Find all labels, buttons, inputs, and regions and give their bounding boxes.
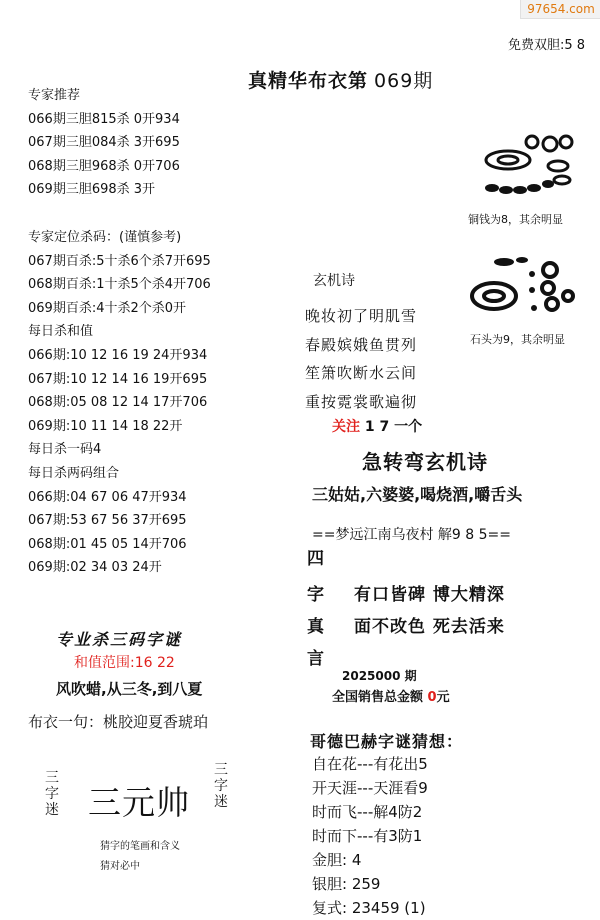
poem-line: 笙箫吹断水云间 xyxy=(305,364,418,382)
position-kill-section xyxy=(28,226,211,580)
poem-heading: 玄机诗 xyxy=(313,273,355,289)
four-words-phrase: 面不改色 死去活来 xyxy=(354,617,505,637)
expert-line: 068期三胆968杀 0开706 xyxy=(28,158,180,174)
position-line: 068期:05 08 12 14 17开706 xyxy=(28,395,208,411)
page-title xyxy=(248,66,433,93)
poem-line: 晚妆初了明肌雪 xyxy=(305,307,418,325)
four-words-char: 四 xyxy=(307,549,324,569)
position-line: 069期:02 34 03 24开 xyxy=(28,560,162,576)
expert-line: 066期三胆815杀 0开934 xyxy=(28,111,180,127)
goldbach-line: 银胆: 259 xyxy=(312,875,381,893)
riddle-hint: 猜对必中 xyxy=(100,861,140,872)
position-line: 066期:04 67 06 47开934 xyxy=(28,489,187,505)
sales-amount: 0 xyxy=(427,690,437,705)
poem xyxy=(305,302,417,416)
goldbach-line: 金胆: 4 xyxy=(312,851,362,869)
position-line: 067期:53 67 56 37开695 xyxy=(28,513,187,529)
title-issue: 069期 xyxy=(374,70,434,92)
position-line: 067期百杀:5十杀6个杀7开695 xyxy=(28,253,211,269)
focus-text: 1 7 一个 xyxy=(364,419,423,435)
coins-picture xyxy=(470,132,582,210)
stones-caption: 石头为9，其余明显 xyxy=(470,333,565,346)
goldbach-line: 自在花---有花出5 xyxy=(312,755,428,773)
wind-line: 风吹蜡,从三冬,到八夏 xyxy=(56,680,203,698)
buyi-line: 布衣一句：桃胶迎夏香琥珀 xyxy=(28,713,209,731)
riddle-answer: 三元帅 xyxy=(88,783,190,822)
free-double-tip: 免费双胆:5 8 xyxy=(508,38,586,53)
poem-line: 重按霓裳歌遍彻 xyxy=(305,392,418,411)
four-words-char: 真 xyxy=(307,617,324,637)
sum-range: 和值范围:16 22 xyxy=(74,655,175,671)
position-line: 每日杀一码4 xyxy=(28,442,102,458)
sales-line xyxy=(332,686,450,705)
position-line: 068期百杀:1十杀5个杀4开706 xyxy=(28,277,211,293)
four-words-char: 字 xyxy=(307,585,324,605)
dream-line: ==梦远江南乌夜村 解9 8 5== xyxy=(312,527,511,543)
sales-text: 全国销售总金额 xyxy=(332,690,424,705)
left-vertical-label: 三字迷 xyxy=(45,770,59,818)
riddle-hint: 猜字的笔画和含义 xyxy=(100,841,180,852)
goldbach-line: 复式: 23459 (1) xyxy=(312,899,426,917)
expert-line: 069期三胆698杀 3开 xyxy=(28,182,156,198)
focus-line xyxy=(332,416,422,436)
position-heading: 专家定位杀码：(谨慎参考) xyxy=(28,230,182,245)
position-line: 069期:10 11 14 18 22开 xyxy=(28,418,183,434)
goldbach-line: 开天涯---天涯看9 xyxy=(312,779,428,797)
expert-line: 067期三胆084杀 3开695 xyxy=(28,135,180,151)
expert-heading: 专家推荐 xyxy=(28,88,81,103)
stones-picture xyxy=(464,250,584,322)
right-vertical-label: 三字迷 xyxy=(214,762,228,810)
title-main: 真精华布衣第 xyxy=(248,70,369,92)
position-line: 066期:10 12 16 19 24开934 xyxy=(28,347,208,363)
focus-label: 关注 xyxy=(332,419,360,435)
expert-section xyxy=(28,84,180,202)
goldbach-line: 时而下---有3防1 xyxy=(312,827,423,845)
pro-riddle-title: 专业杀三码字谜 xyxy=(56,630,183,649)
goldbach-title: 哥德巴赫字谜猜想： xyxy=(310,732,464,751)
site-watermark: 97654.com xyxy=(520,0,600,19)
four-words-char: 言 xyxy=(307,649,324,669)
position-line: 每日杀两码组合 xyxy=(28,465,120,481)
goldbach-line: 时而飞---解4防2 xyxy=(312,803,423,821)
position-line: 069期百杀:4十杀2个杀0开 xyxy=(28,300,187,316)
position-line: 067期:10 12 14 16 19开695 xyxy=(28,371,208,387)
four-words-phrase: 有口皆碑 博大精深 xyxy=(354,585,505,605)
position-line: 068期:01 45 05 14开706 xyxy=(28,536,187,552)
coins-caption: 铜钱为8，其余明显 xyxy=(468,213,563,226)
position-line: 每日杀和值 xyxy=(28,324,94,340)
goldbach-section xyxy=(312,752,428,920)
riddle-line: 三姑姑,六婆婆,喝烧酒,嚼舌头 xyxy=(312,485,523,504)
riddle-title: 急转弯玄机诗 xyxy=(362,450,488,474)
sales-issue: 2025000 期 xyxy=(342,669,417,683)
poem-line: 春殿嫔娥鱼贯列 xyxy=(305,335,418,354)
sales-unit: 元 xyxy=(436,690,450,705)
